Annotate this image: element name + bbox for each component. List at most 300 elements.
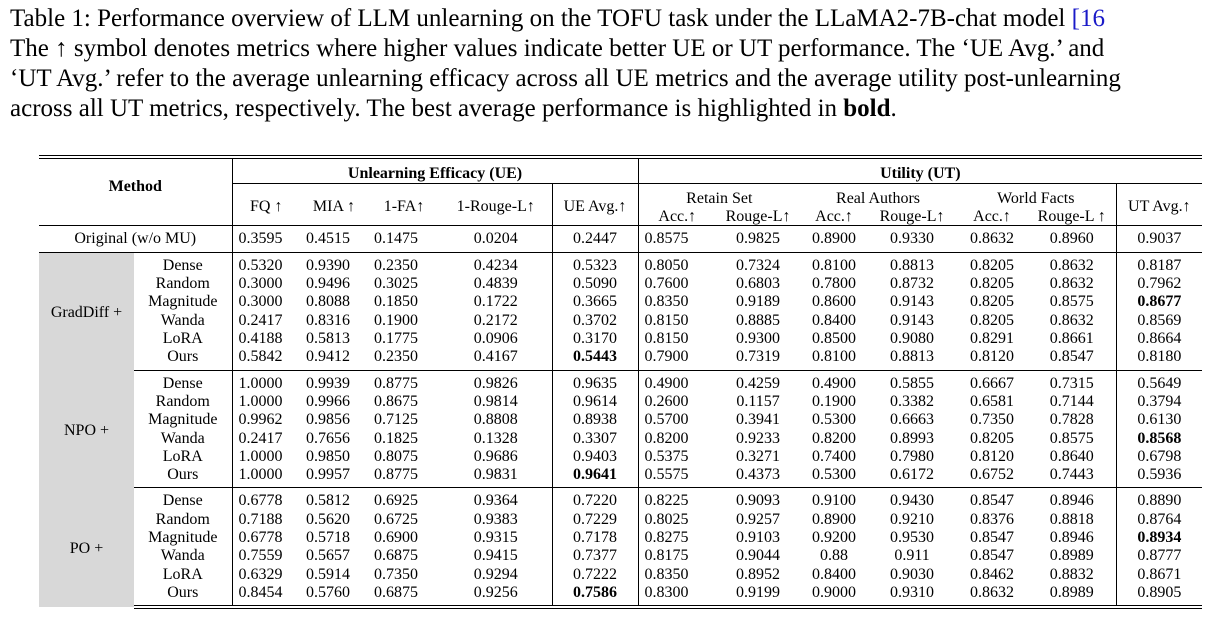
subgroup-retain-set: Retain Set bbox=[638, 184, 800, 209]
method-name: LoRA bbox=[162, 447, 203, 465]
caption-line-3: ‘UT Avg.’ refer to the average unlearning efficacy across all UE metrics and the average utility post-unlearning bbox=[10, 65, 1121, 92]
cell: 0.7188 bbox=[232, 511, 300, 529]
cell: 0.8100 bbox=[800, 348, 868, 370]
cell: 0.9957 bbox=[300, 466, 368, 488]
cell: 0.6778 bbox=[232, 488, 300, 511]
cell: 0.1722 bbox=[473, 293, 518, 311]
cell: 0.9143 bbox=[890, 293, 935, 311]
col-header-authors-rouge: Rouge-L↑ bbox=[879, 207, 945, 225]
cell: 0.4839 bbox=[473, 275, 518, 293]
cell: 0.7350 bbox=[374, 565, 419, 583]
table-row bbox=[39, 293, 1202, 311]
col-header-facts-rouge: Rouge-L ↑ bbox=[1037, 207, 1106, 225]
cell: 0.9415 bbox=[473, 547, 518, 565]
ue-avg-cell: 0.7229 bbox=[552, 511, 638, 529]
cell: 0.9831 bbox=[440, 466, 552, 488]
cell: 0.9315 bbox=[473, 529, 518, 547]
cell: 0.8376 bbox=[970, 510, 1015, 528]
method-name: Wanda bbox=[160, 547, 205, 565]
cell: 0.8885 bbox=[736, 311, 781, 329]
cell: 0.8632 bbox=[1049, 256, 1094, 274]
cell: 0.4900 bbox=[812, 374, 857, 392]
cell: 0.8205 bbox=[970, 429, 1015, 447]
cell: 1.0000 bbox=[232, 466, 300, 488]
cell: 0.7125 bbox=[374, 411, 419, 429]
cell: 0.3941 bbox=[736, 411, 781, 429]
method-name: Ours bbox=[134, 466, 232, 488]
cell: 0.9199 bbox=[716, 584, 800, 607]
table-row bbox=[39, 488, 1202, 511]
ut-avg-cell: 0.7962 bbox=[1116, 275, 1202, 293]
cell: 0.0906 bbox=[473, 330, 518, 348]
cell: 0.5700 bbox=[638, 411, 716, 429]
cell: 0.9383 bbox=[473, 510, 518, 528]
cell: 0.8205 bbox=[970, 275, 1015, 293]
table-row bbox=[39, 252, 1202, 275]
caption-text: . bbox=[890, 95, 897, 122]
cell: 0.8400 bbox=[812, 565, 857, 583]
col-header-authors-acc: Acc.↑ bbox=[815, 207, 853, 225]
cell: 0.5813 bbox=[306, 330, 351, 348]
cell: 0.9093 bbox=[736, 492, 781, 510]
cell: 0.5760 bbox=[300, 584, 368, 607]
cell: 0.9686 bbox=[473, 447, 518, 465]
cell: 0.8500 bbox=[812, 330, 857, 348]
cell: 0.8946 bbox=[1049, 492, 1094, 510]
ue-avg-cell: 0.7377 bbox=[552, 547, 638, 565]
cell: 0.9310 bbox=[868, 584, 956, 607]
cell: 0.4515 bbox=[300, 225, 368, 252]
cell: 0.4373 bbox=[716, 466, 800, 488]
cell: 0.1328 bbox=[473, 429, 518, 447]
cell: 0.8120 bbox=[956, 348, 1028, 370]
cell: 0.9100 bbox=[812, 492, 857, 510]
cell: 0.9143 bbox=[890, 311, 935, 329]
ut-avg-cell: 0.6130 bbox=[1116, 411, 1202, 429]
cell: 0.9037 bbox=[1116, 225, 1202, 252]
method-name: Random bbox=[155, 510, 210, 528]
method-name: Wanda bbox=[160, 311, 205, 329]
ut-avg-cell: 0.8664 bbox=[1116, 330, 1202, 348]
cell: 0.5855 bbox=[890, 374, 935, 392]
cell: 0.7656 bbox=[306, 429, 351, 447]
cell: 0.3595 bbox=[232, 225, 300, 252]
cell: 1.0000 bbox=[232, 393, 300, 411]
col-header-ue-avg: UE Avg.↑ bbox=[552, 184, 638, 225]
cell: 0.8150 bbox=[638, 330, 716, 348]
col-header-fa: 1-FA↑ bbox=[383, 198, 425, 216]
cell: 0.6900 bbox=[374, 529, 419, 547]
ut-avg-cell: 0.8180 bbox=[1116, 348, 1202, 370]
cell: 0.7800 bbox=[812, 275, 857, 293]
cell: 0.8632 bbox=[956, 584, 1028, 607]
cell: 0.8547 bbox=[970, 492, 1015, 510]
cell: 0.5842 bbox=[232, 348, 300, 370]
cell: 0.9530 bbox=[890, 529, 935, 547]
cell: 0.8088 bbox=[306, 293, 351, 311]
col-header-rouge: 1-Rouge-L↑ bbox=[456, 198, 535, 216]
cell: 0.1850 bbox=[374, 293, 419, 311]
ue-avg-cell: 0.7220 bbox=[552, 488, 638, 511]
table-row bbox=[39, 448, 1202, 466]
cell: 0.4188 bbox=[232, 330, 300, 348]
cell: 0.6925 bbox=[374, 492, 419, 510]
table-row bbox=[39, 312, 1202, 330]
cell: 0.9496 bbox=[306, 275, 351, 293]
table-row bbox=[39, 584, 1202, 607]
cell: 0.5914 bbox=[306, 565, 351, 583]
cell: 0.5620 bbox=[306, 510, 351, 528]
cell: 0.9200 bbox=[812, 529, 857, 547]
ut-avg-cell: 0.8777 bbox=[1116, 547, 1202, 565]
table-row bbox=[39, 348, 1202, 370]
subgroup-world-facts: World Facts bbox=[997, 190, 1075, 208]
caption-line-4 bbox=[10, 94, 1217, 124]
cell: 0.6752 bbox=[956, 466, 1028, 488]
cell: 0.8632 bbox=[956, 225, 1028, 252]
cell: 0.7144 bbox=[1049, 392, 1094, 410]
cell: 0.3271 bbox=[736, 447, 781, 465]
cell: 0.5812 bbox=[306, 492, 351, 510]
cell: 0.8205 bbox=[970, 311, 1015, 329]
results-table bbox=[39, 155, 1202, 609]
cell: 0.88 bbox=[820, 547, 849, 565]
cell: 0.9962 bbox=[232, 411, 300, 429]
ut-avg-cell: 0.5649 bbox=[1116, 370, 1202, 393]
cell: 0.4259 bbox=[736, 374, 781, 392]
cell: 0.7350 bbox=[970, 411, 1015, 429]
cell: 0.2417 bbox=[232, 430, 300, 448]
cell: 0.9044 bbox=[736, 547, 781, 565]
cell: 0.5375 bbox=[638, 448, 716, 466]
cell: 0.8775 bbox=[368, 466, 440, 488]
cell: 0.3000 bbox=[232, 293, 300, 311]
ue-avg-cell: 0.3170 bbox=[552, 330, 638, 348]
cell: 0.9390 bbox=[306, 256, 351, 274]
cell: 0.8813 bbox=[868, 348, 956, 370]
cell: 0.5657 bbox=[306, 547, 351, 565]
ut-avg-cell: 0.8890 bbox=[1116, 488, 1202, 511]
cell: 0.7324 bbox=[736, 256, 781, 274]
col-header-mia: MIA ↑ bbox=[312, 198, 356, 216]
table-row bbox=[39, 330, 1202, 348]
cell: 0.3382 bbox=[890, 392, 935, 410]
cell: 0.7400 bbox=[812, 447, 857, 465]
ue-avg-cell: 0.8938 bbox=[552, 411, 638, 429]
table-row bbox=[39, 275, 1202, 293]
cell: 0.7828 bbox=[1049, 411, 1094, 429]
cell: 0.9000 bbox=[800, 584, 868, 607]
cell: 0.8575 bbox=[1049, 293, 1094, 311]
method-name: Magnitude bbox=[148, 529, 218, 547]
cell: 0.9257 bbox=[736, 510, 781, 528]
cell: 0.6725 bbox=[374, 510, 419, 528]
group-label: GradDiff + bbox=[39, 252, 134, 370]
cell: 0.8813 bbox=[890, 256, 935, 274]
cell: 0.2350 bbox=[374, 256, 419, 274]
cell: 0.1475 bbox=[368, 225, 440, 252]
cell: 0.5300 bbox=[800, 466, 868, 488]
cell: 0.8632 bbox=[1049, 275, 1094, 293]
method-name: Magnitude bbox=[148, 411, 218, 429]
cell: 0.8775 bbox=[374, 374, 419, 392]
ue-avg-cell: 0.7586 bbox=[552, 584, 638, 607]
ut-avg-cell: 0.6798 bbox=[1116, 448, 1202, 466]
col-header-retain-acc: Acc.↑ bbox=[638, 209, 716, 226]
cell: 0.2350 bbox=[368, 348, 440, 370]
ut-avg-cell: 0.3794 bbox=[1116, 393, 1202, 411]
ut-avg-cell: 0.8677 bbox=[1116, 293, 1202, 311]
cell: 1.0000 bbox=[232, 370, 300, 393]
table-row bbox=[39, 511, 1202, 529]
cell: 0.2600 bbox=[638, 393, 716, 411]
table-row bbox=[39, 411, 1202, 429]
cell: 0.8900 bbox=[800, 225, 868, 252]
caption-text: across all UT metrics, respectively. The best average performance is highlighted in bbox=[10, 95, 844, 122]
table-row bbox=[39, 393, 1202, 411]
cell: 0.9210 bbox=[890, 510, 935, 528]
cell: 0.8661 bbox=[1049, 330, 1094, 348]
cell: 0.1157 bbox=[736, 392, 780, 410]
method-name: Dense bbox=[162, 492, 203, 510]
spacer bbox=[39, 209, 232, 226]
method-name: Ours bbox=[134, 348, 232, 370]
ut-avg-cell: 0.8671 bbox=[1116, 566, 1202, 584]
cell: 0.7443 bbox=[1028, 466, 1116, 488]
caption-line-2: The ↑ symbol denotes metrics where higher values indicate better UE or UT performance. The ‘UE Avg.’ and bbox=[10, 35, 1105, 62]
cell: 0.5575 bbox=[638, 466, 716, 488]
table-row bbox=[39, 529, 1202, 547]
ut-avg-cell: 0.5936 bbox=[1116, 466, 1202, 488]
cell: 0.7900 bbox=[638, 348, 716, 370]
cell: 0.8205 bbox=[970, 293, 1015, 311]
cell: 0.8547 bbox=[1028, 348, 1116, 370]
cell: 0.1775 bbox=[374, 330, 419, 348]
cell: 0.8291 bbox=[970, 330, 1015, 348]
cell: 0.8675 bbox=[374, 392, 419, 410]
cell: 0.8960 bbox=[1028, 225, 1116, 252]
cell: 0.8989 bbox=[1028, 584, 1116, 607]
method-name: Ours bbox=[134, 584, 232, 607]
group-label: PO + bbox=[39, 488, 134, 607]
cell: 0.8150 bbox=[638, 312, 716, 330]
method-name: Dense bbox=[162, 256, 203, 274]
cell: 0.8832 bbox=[1049, 565, 1094, 583]
cell: 0.0204 bbox=[440, 225, 552, 252]
method-name: Wanda bbox=[160, 429, 205, 447]
cell: 0.9814 bbox=[473, 392, 518, 410]
method-name: Dense bbox=[162, 374, 203, 392]
table-row bbox=[39, 370, 1202, 393]
cell: 0.1900 bbox=[374, 311, 419, 329]
cell: 0.2172 bbox=[473, 311, 518, 329]
caption-bold-word: bold bbox=[843, 95, 891, 122]
cell: 0.8632 bbox=[1049, 311, 1094, 329]
cell: 0.8025 bbox=[638, 511, 716, 529]
cell: 0.8275 bbox=[638, 529, 716, 547]
cell: 0.5320 bbox=[232, 252, 300, 275]
cell: 0.3000 bbox=[232, 275, 300, 293]
table-row bbox=[39, 547, 1202, 565]
cell: 0.8175 bbox=[638, 547, 716, 565]
cell: 0.9330 bbox=[868, 225, 956, 252]
ut-avg-cell: 0.8568 bbox=[1116, 430, 1202, 448]
cell: 0.3025 bbox=[374, 275, 419, 293]
method-name: Random bbox=[155, 392, 210, 410]
subgroup-real-authors: Real Authors bbox=[836, 190, 921, 208]
cell: 0.6667 bbox=[970, 374, 1015, 392]
ut-avg-cell: 0.8934 bbox=[1116, 529, 1202, 547]
method-name: LoRA bbox=[162, 565, 203, 583]
cell: 0.6581 bbox=[970, 392, 1015, 410]
ut-avg-cell: 0.8187 bbox=[1116, 252, 1202, 275]
cell: 0.8462 bbox=[970, 565, 1015, 583]
cell: 0.9966 bbox=[306, 392, 351, 410]
cell: 0.9825 bbox=[716, 225, 800, 252]
cell: 0.7600 bbox=[638, 275, 716, 293]
cell: 0.9939 bbox=[306, 374, 351, 392]
ue-avg-cell: 0.9403 bbox=[552, 448, 638, 466]
ue-avg-cell: 0.3665 bbox=[552, 293, 638, 311]
cell: 0.6172 bbox=[868, 466, 956, 488]
method-name: Magnitude bbox=[148, 293, 218, 311]
cell: 0.8547 bbox=[970, 529, 1015, 547]
cell: 0.9256 bbox=[440, 584, 552, 607]
ue-avg-cell: 0.7178 bbox=[552, 529, 638, 547]
cell: 0.8808 bbox=[473, 411, 518, 429]
cell: 0.2447 bbox=[552, 225, 638, 252]
ut-group-header: Utility (UT) bbox=[638, 157, 1202, 184]
cell: 0.8205 bbox=[970, 256, 1015, 274]
cell: 0.8075 bbox=[374, 447, 419, 465]
table-row bbox=[39, 430, 1202, 448]
cell: 0.9856 bbox=[306, 411, 351, 429]
cell: 0.5718 bbox=[306, 529, 351, 547]
cell: 0.9189 bbox=[736, 293, 781, 311]
cell: 0.6875 bbox=[368, 584, 440, 607]
cell: 0.9412 bbox=[300, 348, 368, 370]
header-row-1 bbox=[39, 157, 1202, 184]
cell: 0.7315 bbox=[1049, 374, 1094, 392]
cell: 0.9294 bbox=[473, 565, 518, 583]
cell: 0.8952 bbox=[736, 565, 781, 583]
cell: 0.8640 bbox=[1049, 447, 1094, 465]
cell: 0.6875 bbox=[374, 547, 419, 565]
col-header-fq: FQ ↑ bbox=[232, 184, 300, 225]
cell: 0.8818 bbox=[1049, 510, 1094, 528]
original-row bbox=[39, 225, 1202, 252]
cell: 0.8400 bbox=[812, 311, 857, 329]
cell: 0.8200 bbox=[638, 430, 716, 448]
ue-avg-cell: 0.9635 bbox=[552, 370, 638, 393]
ut-avg-cell: 0.8764 bbox=[1116, 511, 1202, 529]
cell: 0.2417 bbox=[232, 312, 300, 330]
ue-avg-cell: 0.9614 bbox=[552, 393, 638, 411]
col-header-facts-acc: Acc.↑ bbox=[973, 207, 1011, 225]
cell: 0.7980 bbox=[890, 447, 935, 465]
ue-avg-cell: 0.5323 bbox=[552, 252, 638, 275]
ue-avg-cell: 0.5090 bbox=[552, 275, 638, 293]
cell: 0.9233 bbox=[736, 429, 781, 447]
cell: 0.4167 bbox=[440, 348, 552, 370]
cell: 0.8575 bbox=[638, 225, 716, 252]
ue-avg-cell: 0.7222 bbox=[552, 566, 638, 584]
cell: 0.9080 bbox=[890, 330, 935, 348]
cell: 0.8120 bbox=[970, 447, 1015, 465]
ue-group-header: Unlearning Efficacy (UE) bbox=[232, 157, 638, 184]
method-name: LoRA bbox=[162, 330, 203, 348]
citation-link[interactable]: [16 bbox=[1071, 5, 1105, 32]
col-header-ut-avg: UT Avg.↑ bbox=[1116, 184, 1202, 225]
cell: 0.8993 bbox=[890, 429, 935, 447]
cell: 0.8600 bbox=[812, 293, 857, 311]
cell: 0.8200 bbox=[812, 429, 857, 447]
cell: 0.9364 bbox=[473, 492, 518, 510]
ue-avg-cell: 0.3702 bbox=[552, 312, 638, 330]
cell: 0.8050 bbox=[638, 252, 716, 275]
cell: 0.8100 bbox=[812, 256, 857, 274]
cell: 0.6329 bbox=[232, 566, 300, 584]
cell: 0.8547 bbox=[970, 547, 1015, 565]
cell: 0.4900 bbox=[638, 370, 716, 393]
original-label: Original (w/o MU) bbox=[39, 225, 232, 252]
cell: 0.6778 bbox=[232, 529, 300, 547]
cell: 0.8732 bbox=[890, 275, 935, 293]
ue-avg-cell: 0.3307 bbox=[552, 430, 638, 448]
cell: 0.911 bbox=[894, 547, 930, 565]
cell: 0.7559 bbox=[232, 547, 300, 565]
ue-avg-cell: 0.5443 bbox=[552, 348, 638, 370]
cell: 0.9103 bbox=[736, 529, 781, 547]
cell: 0.6663 bbox=[890, 411, 935, 429]
method-header: Method bbox=[39, 157, 232, 209]
cell: 0.9826 bbox=[473, 374, 518, 392]
cell: 0.1825 bbox=[374, 429, 419, 447]
cell: 0.7319 bbox=[716, 348, 800, 370]
cell: 0.8316 bbox=[306, 311, 351, 329]
cell: 1.0000 bbox=[232, 448, 300, 466]
cell: 0.8350 bbox=[638, 566, 716, 584]
group-label: NPO + bbox=[39, 370, 134, 488]
cell: 0.8989 bbox=[1049, 547, 1094, 565]
cell: 0.8300 bbox=[638, 584, 716, 607]
ue-avg-cell: 0.9641 bbox=[552, 466, 638, 488]
table-row bbox=[39, 566, 1202, 584]
caption-text: Table 1: Performance overview of LLM unlearning on the TOFU task under the LLaMA2-7B-chat model bbox=[10, 5, 1072, 32]
cell: 0.6803 bbox=[736, 275, 781, 293]
cell: 0.9300 bbox=[736, 330, 781, 348]
cell: 0.1900 bbox=[812, 392, 857, 410]
table-row bbox=[39, 466, 1202, 488]
cell: 0.8225 bbox=[638, 488, 716, 511]
cell: 0.9430 bbox=[890, 492, 935, 510]
cell: 0.4234 bbox=[473, 256, 518, 274]
ut-avg-cell: 0.8569 bbox=[1116, 312, 1202, 330]
cell: 0.8900 bbox=[812, 510, 857, 528]
cell: 0.8454 bbox=[232, 584, 300, 607]
cell: 0.9850 bbox=[306, 447, 351, 465]
table-caption bbox=[10, 4, 1217, 124]
method-name: Random bbox=[155, 275, 210, 293]
cell: 0.8575 bbox=[1049, 429, 1094, 447]
caption-line-1 bbox=[10, 4, 1217, 34]
cell: 0.5300 bbox=[812, 411, 857, 429]
cell: 0.8350 bbox=[638, 293, 716, 311]
ut-avg-cell: 0.8905 bbox=[1116, 584, 1202, 607]
cell: 0.9030 bbox=[890, 565, 935, 583]
col-header-retain-rouge: Rouge-L↑ bbox=[725, 207, 791, 225]
cell: 0.8946 bbox=[1049, 529, 1094, 547]
